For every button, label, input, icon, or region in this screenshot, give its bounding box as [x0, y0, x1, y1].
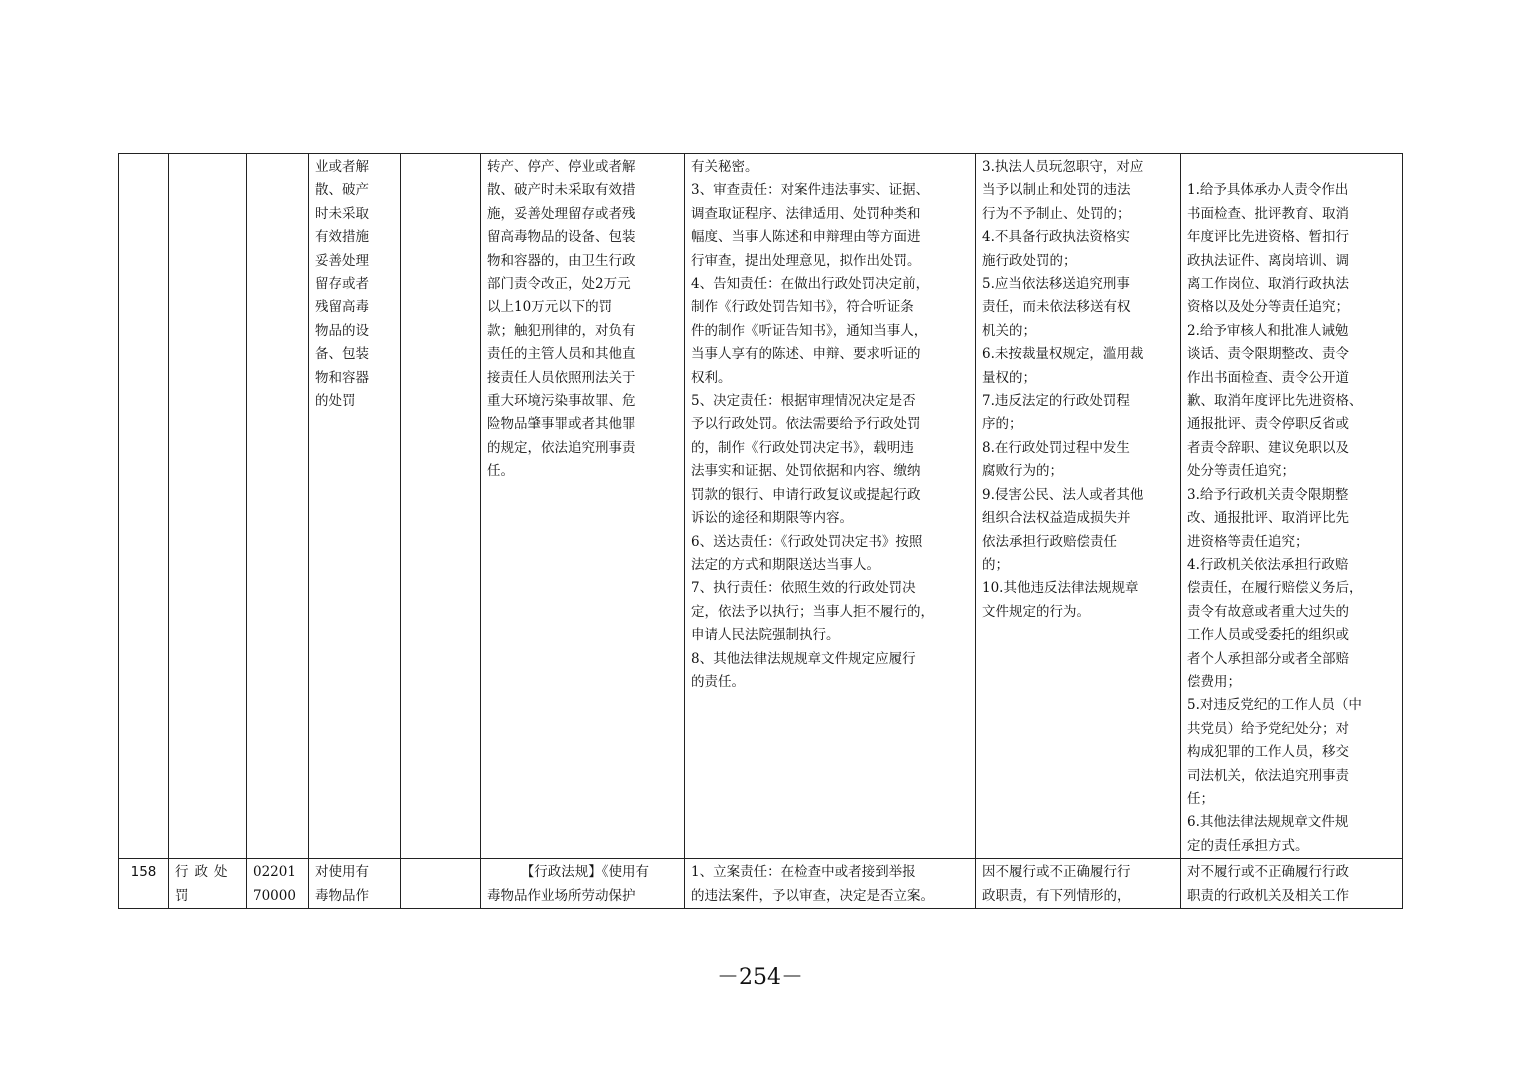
row-legal-basis: 转产、停产、停业或者解 散、破产时未采取有效措 施，妥善处理留存或者残 留高毒物品的设备、包装 物和容器的，由卫生行政 部门责令改正，处2万元 以上10万元以下的罚 款；触犯刑律的，对负有 责任的主管人员和其他直 接责任人员依照刑法关于 重大环境污染事故罪、危 险物品肇事罪或者其他罪 的规定，依法追究刑事责 任。 — [481, 154, 685, 859]
row-seq — [119, 154, 169, 859]
row-accountability: 1.给予具体承办人责令作出 书面检查、批评教育、取消 年度评比先进资格、暂扣行 政执法证件、离岗培训、调 离工作岗位、取消行政执法 资格以及处分等责任追究； 2.给予审核人和批准人诫勉 谈话、责令限期整改、责令 作出书面检查、责令公开道 歉、取消年度评比先进资格、 通报批评、责令停职反省或 者责令辞职、建议免职以及 处分等责任追究； 3.给予行政机关责令限期整 改、通报批评、取消评比先 进资格等责任追究； 4.行政机关依法承担行政赔 偿责任，在履行赔偿义务后， 责令有故意或者重大过失的 工作人员或受委托的组织或 者个人承担部分或者全部赔 偿费用； 5.对违反党纪的工作人员（中 共党员）给予党纪处分；对 构成犯罪的工作人员，移交 司法机关，依法追究刑事责 任； 6.其他法律法规规章文件规 定的责任承担方式。 — [1181, 154, 1403, 859]
row-sub-item — [401, 154, 481, 859]
row-code — [247, 154, 309, 859]
document-table — [118, 153, 1403, 909]
table-row — [119, 154, 1403, 859]
row-code: 02201 70000 — [247, 859, 309, 909]
row-seq: 158 — [119, 859, 169, 909]
table-row — [119, 859, 1403, 909]
row-liability-cases: 因不履行或不正确履行行 政职责，有下列情形的， — [976, 859, 1181, 909]
row-category: 行政处 罚 — [169, 859, 247, 909]
row-category — [169, 154, 247, 859]
row-liability-cases: 3.执法人员玩忽职守，对应 当予以制止和处罚的违法 行为不予制止、处罚的； 4.不具备行政执法资格实 施行政处罚的； 5.应当依法移送追究刑事 责任，而未依法移送有权 机关的； 6.未按裁量权规定，滥用裁 量权的； 7.违反法定的行政处罚程 序的； 8.在行政处罚过程中发生 腐败行为的； 9.侵害公民、法人或者其他 组织合法权益造成损失并 依法承担行政赔偿责任 的； 10.其他违反法律法规规章 文件规定的行为。 — [976, 154, 1181, 859]
row-legal-basis: 【行政法规】《使用有 毒物品作业场所劳动保护 — [481, 859, 685, 909]
page-number: －254－ — [717, 965, 803, 990]
row-accountability: 对不履行或不正确履行行政 职责的行政机关及相关工作 — [1181, 859, 1403, 909]
row-item-name: 业或者解 散、破产 时未采取 有效措施 妥善处理 留存或者 残留高毒 物品的设 备、包装 物和容器 的处罚 — [309, 154, 401, 859]
row-responsibility: 1、立案责任：在检查中或者接到举报 的违法案件，予以审查，决定是否立案。 — [685, 859, 976, 909]
row-sub-item — [401, 859, 481, 909]
row-item-name: 对使用有 毒物品作 — [309, 859, 401, 909]
row-responsibility: 有关秘密。 3、审查责任：对案件违法事实、证据、 调查取证程序、法律适用、处罚种类和 幅度、当事人陈述和申辩理由等方面进 行审查，提出处理意见，拟作出处罚。 4、告知责任：在做出行政处罚决定前， 制作《行政处罚告知书》，符合听证条 件的制作《听证告知书》，通知当事人， 当事人享有的陈述、申辩、要求听证的 权利。 5、决定责任：根据审理情况决定是否 予以行政处罚。依法需要给予行政处罚 的，制作《行政处罚决定书》，载明违 法事实和证据、处罚依据和内容、缴纳 罚款的银行、申请行政复议或提起行政 诉讼的途径和期限等内容。 6、送达责任：《行政处罚决定书》按照 法定的方式和期限送达当事人。 7、执行责任：依照生效的行政处罚决 定，依法予以执行；当事人拒不履行的， 申请人民法院强制执行。 8、其他法律法规规章文件规定应履行 的责任。 — [685, 154, 976, 859]
